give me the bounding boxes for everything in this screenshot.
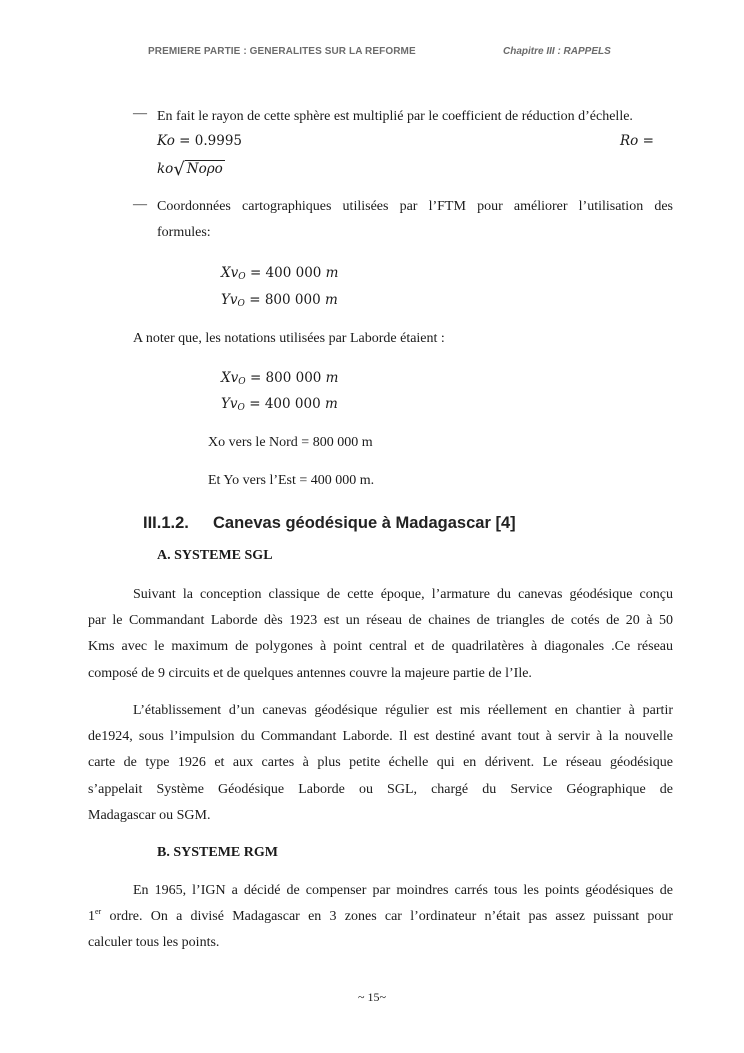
bullet-2-line1: Coordonnées cartographiques utilisées par l’FTM pour améliorer l’utilisation des [157, 199, 673, 214]
bullet-dash: — [133, 197, 147, 212]
yv0-equation-2: $Yv_O = 400$ 000 m [221, 396, 338, 413]
bullet-1-text: En fait le rayon de cette sphère est multiplié par le coefficient de réduction d’échelle. [157, 109, 633, 124]
bullet-dash: — [133, 106, 147, 121]
subsection-b-heading: B. SYSTEME RGM [157, 845, 278, 860]
paragraph-3: En 1965, l’IGN a décidé de compenser par moindres carrés tous les points géodésiques de 1er ordre. On a divisé Madagascar en 3 zones car l’ordinateur n’était pas assez puissant pour calculer tous les points. [88, 883, 673, 951]
xv0-equation-2: $Xv_O = 800$ 000 m [221, 370, 339, 387]
section-number: III.1.2. [143, 514, 189, 532]
page-number: ~ 15~ [358, 990, 386, 1004]
yo-line: Et Yo vers l’Est = 400 000 m. [208, 473, 375, 488]
subsection-a-heading: A. SYSTEME SGL [157, 548, 273, 563]
bullet-2-line2: formules: [157, 225, 211, 240]
yv0-equation-1: $Yv_O = 800$ 000 m [221, 292, 338, 309]
sqrt-symbol: √ [173, 159, 185, 180]
sqrt-radicand: Noρo [186, 161, 223, 177]
ro-label: Ro [620, 133, 639, 149]
ko-value: 0.9995 [194, 133, 243, 149]
running-header-right: Chapitre III : RAPPELS [503, 46, 611, 57]
ko-label: Ko [157, 133, 175, 149]
xo-line: Xo vers le Nord = 800 000 m [208, 435, 373, 450]
note-text: A noter que, les notations utilisées par Laborde étaient : [133, 331, 445, 346]
paragraph-2: L’établissement d’un canevas géodésique régulier est mis réellement en chantier à partir de1924, sous l’impulsion du Commandant Laborde. Il est destiné avant tout à servir à la nouvelle carte de type 1926 et aux cartes à plus petite échelle qui en dérivent. Le réseau géodésique s’appelait Système Géodésique Laborde ou SGL, chargé du Service Géographique de Madagascar ou SGM. [88, 703, 673, 823]
ro-equation-lhs: Ro = [620, 133, 654, 149]
ko-equation: Ko = 0.9995 [157, 133, 243, 149]
paragraph-1: Suivant la conception classique de cette époque, l’armature du canevas géodésique conçu par le Commandant Laborde dès 1923 est un réseau de chaines de triangles de cotés de 20 à 50 Kms avec le maximum de polygones à point central et de quadrilatères à diagonales .Ce réseau composé de 9 circuits et de quelques antennes couvre la majeure partie de l’Ile. [88, 587, 673, 681]
running-header-left: PREMIERE PARTIE : GENERALITES SUR LA REFORME [148, 46, 416, 57]
section-title: Canevas géodésique à Madagascar [4] [213, 514, 516, 532]
ro-equation-rhs: ko√ Noρo [157, 159, 223, 180]
xv0-equation-1: $Xv_O = 400$ 000 m [221, 265, 339, 282]
